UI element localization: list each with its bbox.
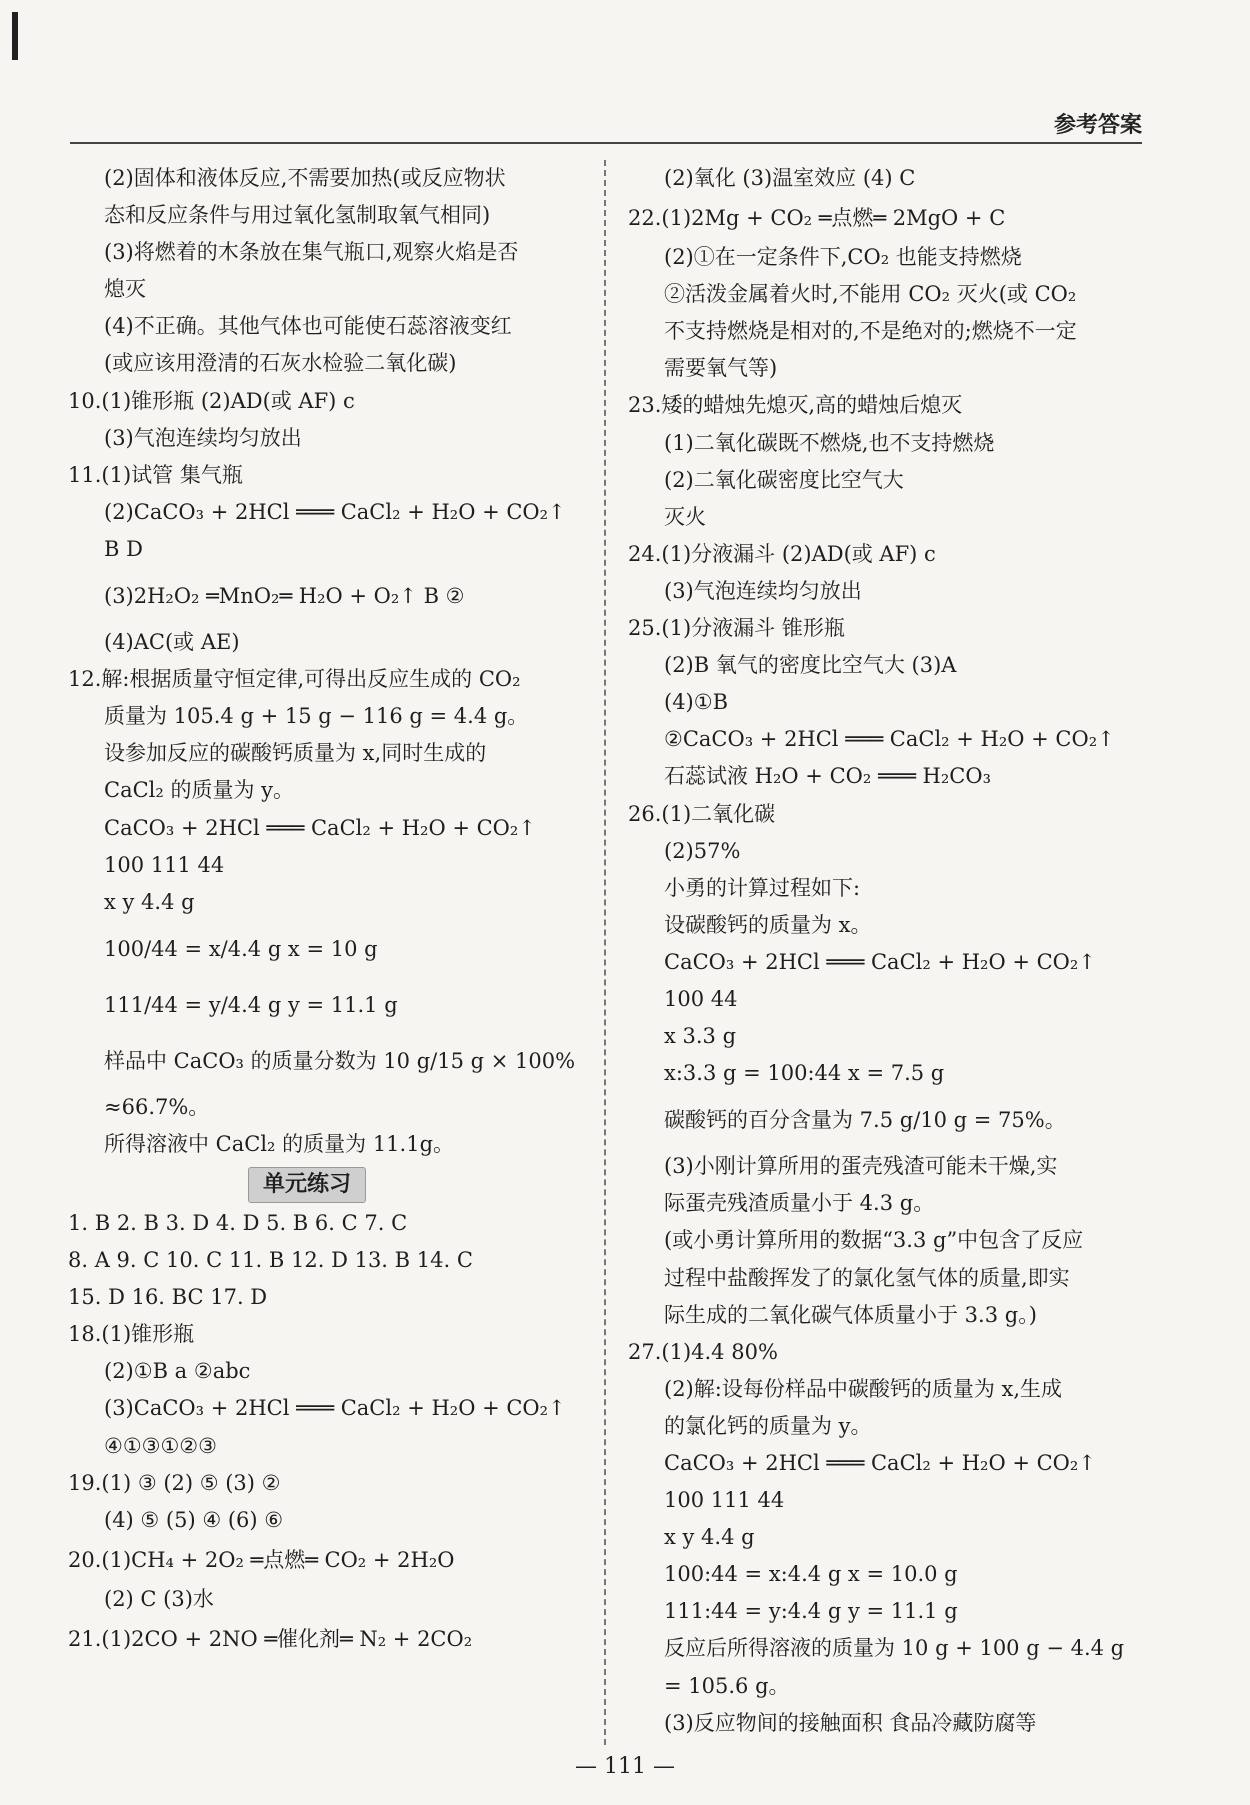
answer-line: 20.(1)CH₄ + 2O₂ ═点燃═ CO₂ + 2H₂O (68, 1547, 455, 1572)
edge-mark (12, 12, 18, 60)
answer-line: 反应后所得溶液的质量为 10 g + 100 g − 4.4 g (664, 1636, 1125, 1661)
answer-line: 15. D 16. BC 17. D (68, 1285, 268, 1310)
answer-line: 设参加反应的碳酸钙质量为 x,同时生成的 (104, 741, 487, 766)
answer-line: (2)CaCO₃ + 2HCl ═══ CaCl₂ + H₂O + CO₂↑ (104, 499, 566, 524)
answer-line: (2)氧化 (3)温室效应 (4) C (664, 166, 916, 190)
answer-line: (2)B 氧气的密度比空气大 (3)A (664, 653, 957, 678)
answer-line: 19.(1) ③ (2) ⑤ (3) ② (68, 1470, 281, 1495)
answer-line: (3)反应物间的接触面积 食品冷藏防腐等 (664, 1710, 1037, 1735)
answer-line: 的氯化钙的质量为 y。 (664, 1413, 872, 1438)
answer-line: (3)CaCO₃ + 2HCl ═══ CaCl₂ + H₂O + CO₂↑ (104, 1396, 566, 1421)
section-heading: 单元练习 (248, 1167, 366, 1203)
answer-line: 18.(1)锥形瓶 (68, 1322, 195, 1347)
answer-line: x y 4.4 g (664, 1525, 755, 1550)
answer-line: (4)AC(或 AE) (104, 630, 240, 655)
answer-line: 需要氧气等) (664, 356, 778, 381)
answer-line: 所得溶液中 CaCl₂ 的质量为 11.1g。 (104, 1131, 455, 1156)
answer-line: (1)二氧化碳既不燃烧,也不支持燃烧 (664, 430, 995, 455)
answer-line: 12.解:根据质量守恒定律,可得出反应生成的 CO₂ (68, 667, 521, 692)
page-number: — 111 — (575, 1754, 675, 1779)
answer-line: (3)气泡连续均匀放出 (664, 578, 862, 603)
answer-line: 100:44 = x:4.4 g x = 10.0 g (664, 1562, 958, 1587)
answer-line: 态和反应条件与用过氧化氢制取氧气相同) (104, 203, 491, 228)
answer-line: 灭火 (664, 504, 706, 529)
answer-line: 22.(1)2Mg + CO₂ ═点燃═ 2MgO + C (628, 206, 1006, 231)
answer-line: CaCl₂ 的质量为 y。 (104, 778, 295, 803)
answer-line: 熄灭 (104, 277, 146, 302)
answer-line: 样品中 CaCO₃ 的质量分数为 10 g/15 g × 100% (104, 1048, 576, 1073)
answer-line: 过程中盐酸挥发了的氯化氢气体的质量,即实 (664, 1265, 1070, 1290)
answer-line: (4)①B (664, 690, 729, 715)
answer-line: ②活泼金属着火时,不能用 CO₂ 灭火(或 CO₂ (664, 282, 1077, 307)
answer-line: 24.(1)分液漏斗 (2)AD(或 AF) c (628, 541, 936, 566)
answer-line: 25.(1)分液漏斗 锥形瓶 (628, 616, 845, 641)
answer-line: 23.矮的蜡烛先熄灭,高的蜡烛后熄灭 (628, 393, 963, 418)
answer-line: 111/44 = y/4.4 g y = 11.1 g (104, 992, 398, 1017)
answer-line: (4)不正确。其他气体也可能使石蕊溶液变红 (104, 314, 512, 339)
answer-line: (或小勇计算所用的数据“3.3 g”中包含了反应 (664, 1228, 1084, 1253)
answer-line: 11.(1)试管 集气瓶 (68, 462, 243, 487)
left-answers-top (68, 160, 588, 1163)
answer-line: (3)2H₂O₂ ═MnO₂═ H₂O + O₂↑ B ② (104, 584, 465, 609)
answer-line: (3)气泡连续均匀放出 (104, 425, 302, 450)
answer-line: 际生成的二氧化碳气体质量小于 3.3 g。) (664, 1302, 1037, 1327)
answer-line: 际蛋壳残渣质量小于 4.3 g。 (664, 1191, 935, 1216)
answer-line: 100 44 (664, 986, 738, 1011)
answer-line: (2)①在一定条件下,CO₂ 也能支持燃烧 (664, 245, 1022, 270)
answer-line: (2)57% (664, 838, 741, 863)
answer-line: 100 111 44 (104, 852, 225, 877)
column-divider (604, 160, 606, 1745)
answer-line: 小勇的计算过程如下: (664, 875, 861, 900)
answer-line: (2)二氧化碳密度比空气大 (664, 467, 904, 492)
answer-line: 石蕊试液 H₂O + CO₂ ═══ H₂CO₃ (664, 764, 991, 789)
answer-line: 1. B 2. B 3. D 4. D 5. B 6. C 7. C (68, 1210, 408, 1235)
answer-line: (4) ⑤ (5) ④ (6) ⑥ (104, 1507, 284, 1532)
answer-line: B D (104, 536, 143, 561)
answer-line: (2) C (3)水 (104, 1586, 214, 1611)
left-column (68, 160, 588, 1660)
answer-line: 8. A 9. C 10. C 11. B 12. D 13. B 14. C (68, 1248, 473, 1273)
answer-line: 21.(1)2CO + 2NO ═催化剂═ N₂ + 2CO₂ (68, 1626, 473, 1651)
answer-line: = 105.6 g。 (664, 1673, 790, 1698)
answer-line: 碳酸钙的百分含量为 7.5 g/10 g = 75%。 (664, 1108, 1066, 1133)
answer-line: 10.(1)锥形瓶 (2)AD(或 AF) c (68, 388, 355, 413)
answer-line: 27.(1)4.4 80% (628, 1339, 778, 1364)
header-title: 参考答案 (1053, 113, 1142, 138)
right-answers (628, 160, 1148, 1742)
answer-line: (或应该用澄清的石灰水检验二氧化碳) (104, 351, 457, 376)
answer-line: (3)小刚计算所用的蛋壳残渣可能未干燥,实 (664, 1154, 1058, 1179)
answer-line: 26.(1)二氧化碳 (628, 801, 776, 826)
answer-line: CaCO₃ + 2HCl ═══ CaCl₂ + H₂O + CO₂↑ (664, 1451, 1096, 1475)
answer-line: 设碳酸钙的质量为 x。 (664, 912, 872, 937)
answer-line: CaCO₃ + 2HCl ═══ CaCl₂ + H₂O + CO₂↑ (104, 815, 536, 840)
right-column (628, 160, 1148, 1742)
left-answers-bottom (68, 1205, 588, 1660)
answer-line: 100 111 44 (664, 1488, 785, 1513)
answer-line: ≈66.7%。 (104, 1094, 210, 1119)
answer-line: (3)将燃着的木条放在集气瓶口,观察火焰是否 (104, 240, 519, 265)
section-heading-row (68, 1163, 588, 1205)
answer-line: ④①③①②③ (104, 1433, 217, 1458)
header-rule (70, 142, 1142, 144)
answer-line: 100/44 = x/4.4 g x = 10 g (104, 936, 378, 961)
answer-line: 质量为 105.4 g + 15 g − 116 g = 4.4 g。 (104, 704, 529, 729)
answer-line: 111:44 = y:4.4 g y = 11.1 g (664, 1599, 958, 1624)
answer-line: ②CaCO₃ + 2HCl ═══ CaCl₂ + H₂O + CO₂↑ (664, 727, 1115, 752)
answer-line: 不支持燃烧是相对的,不是绝对的;燃烧不一定 (664, 319, 1077, 344)
answer-line: (2)固体和液体反应,不需要加热(或反应物状 (104, 166, 506, 190)
answer-line: CaCO₃ + 2HCl ═══ CaCl₂ + H₂O + CO₂↑ (664, 949, 1096, 974)
answer-line: (2)①B a ②abc (104, 1359, 251, 1384)
answer-line: x 3.3 g (664, 1024, 737, 1049)
answer-line: x:3.3 g = 100:44 x = 7.5 g (664, 1061, 945, 1086)
answer-line: (2)解:设每份样品中碳酸钙的质量为 x,生成 (664, 1376, 1063, 1401)
answer-line: x y 4.4 g (104, 889, 195, 914)
